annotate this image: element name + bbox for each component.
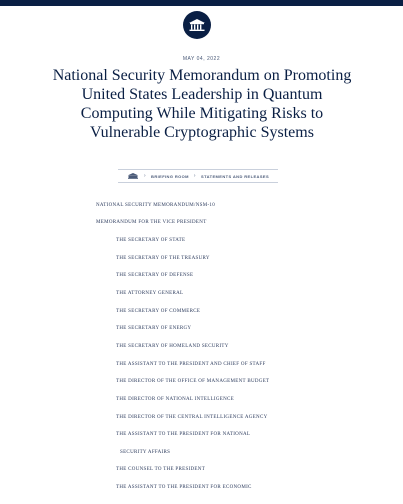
memo-line: THE SECRETARY OF ENERGY — [116, 326, 192, 331]
memo-line: THE SECRETARY OF HOMELAND SECURITY — [116, 344, 229, 349]
breadcrumb-separator-icon: › — [193, 173, 196, 179]
memo-line: NATIONAL SECURITY MEMORANDUM/NSM-10 — [96, 203, 216, 208]
memo-line: THE SECRETARY OF COMMERCE — [116, 309, 201, 314]
memo-line: THE DIRECTOR OF THE CENTRAL INTELLIGENCE AGENCY — [116, 415, 268, 420]
memo-line: THE DIRECTOR OF THE OFFICE OF MANAGEMENT BUDGET — [116, 379, 270, 384]
memo-line: THE SECRETARY OF STATE — [116, 238, 186, 243]
memo-line: THE SECRETARY OF THE TREASURY — [116, 256, 210, 261]
breadcrumb-separator-icon: › — [143, 173, 147, 179]
article-date: MAY 04, 2022 — [182, 56, 221, 62]
article-title: National Security Memorandum on Promoting United States Leadership in Quantum Computing While Mitigating Risks to Vulnerable Cryptographic Systems — [52, 67, 352, 141]
memo-line: THE DIRECTOR OF NATIONAL INTELLIGENCE — [116, 397, 235, 402]
breadcrumb-item-statements-and-releases[interactable]: STATEMENTS AND RELEASES — [201, 173, 270, 179]
memo-line: THE SECRETARY OF DEFENSE — [116, 273, 194, 278]
memo-line: MEMORANDUM FOR THE VICE PRESIDENT — [96, 220, 207, 225]
memo-line: THE ASSISTANT TO THE PRESIDENT FOR NATIONAL — [116, 432, 251, 437]
memo-line: THE ASSISTANT TO THE PRESIDENT AND CHIEF OF STAFF — [116, 362, 266, 367]
memo-line: THE ATTORNEY GENERAL — [116, 291, 184, 296]
memo-line: THE COUNSEL TO THE PRESIDENT — [116, 467, 206, 472]
memo-line: SECURITY AFFAIRS — [120, 450, 171, 455]
memo-line: THE ASSISTANT TO THE PRESIDENT FOR ECONOMIC — [116, 485, 252, 490]
breadcrumb-item-briefing-room[interactable]: BRIEFING ROOM — [151, 173, 189, 179]
